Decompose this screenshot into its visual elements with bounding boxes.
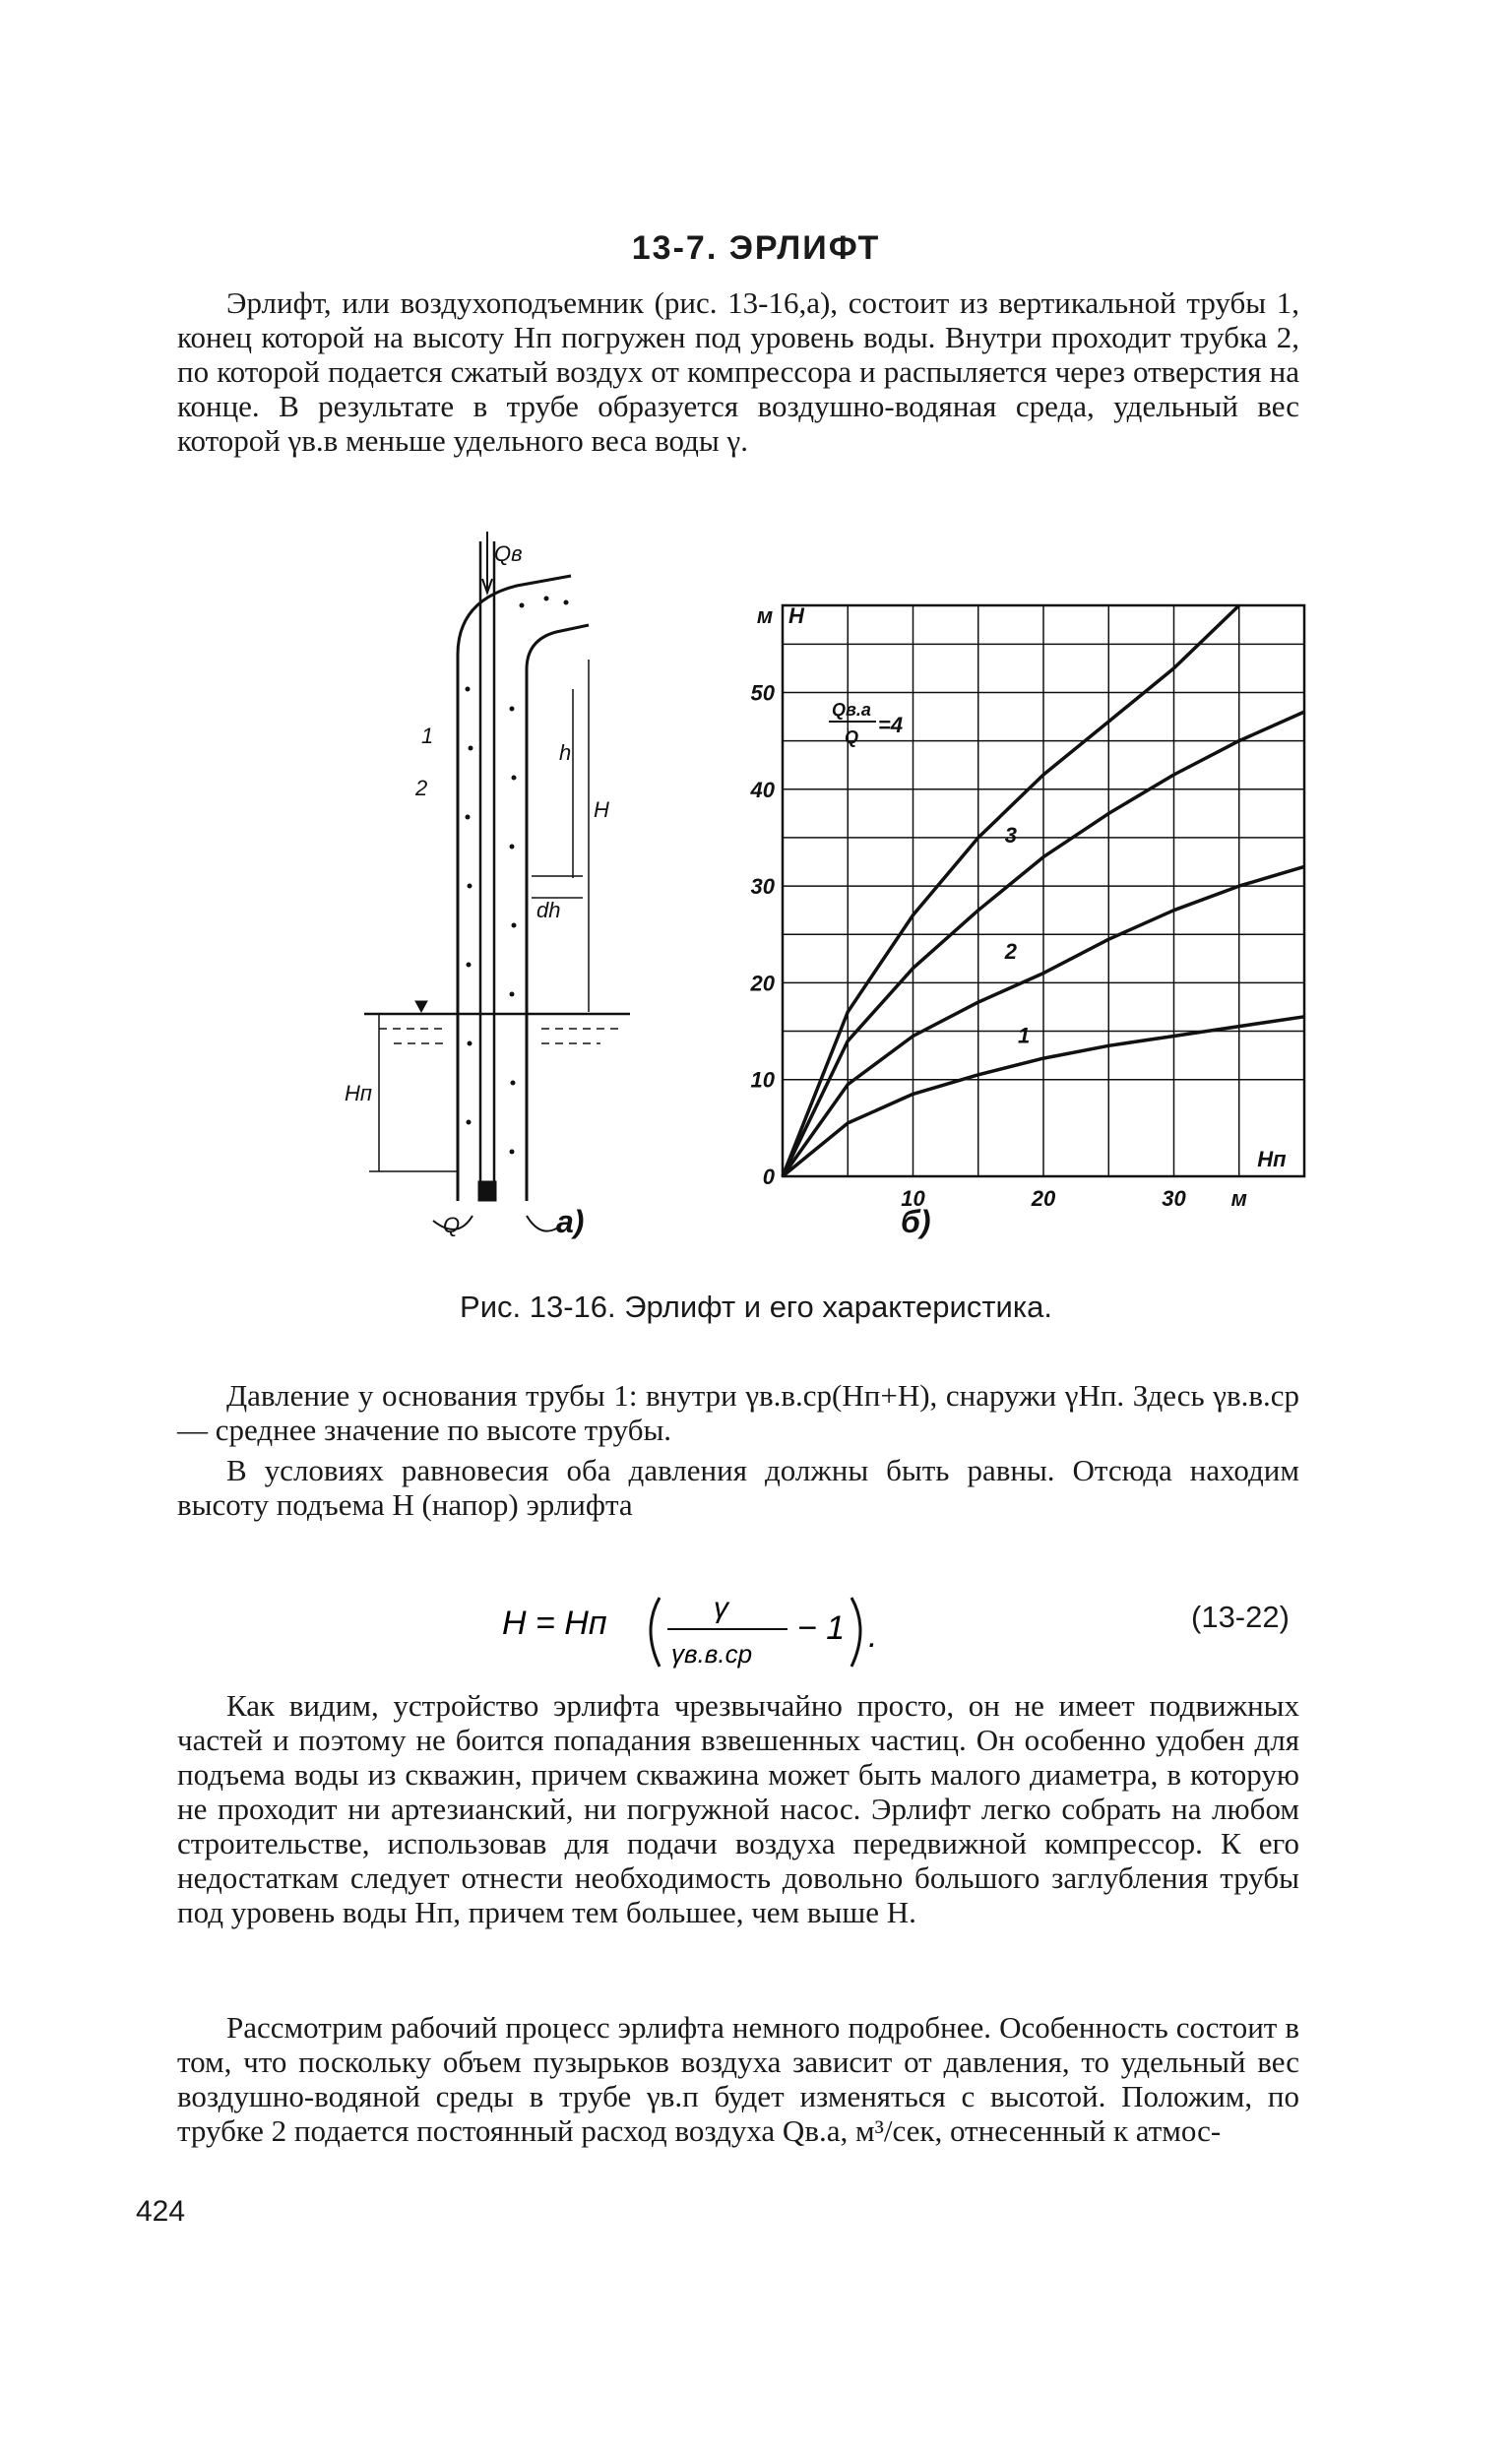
panel-b-chart xyxy=(750,603,1304,1239)
process-paragraph: Рассмотрим рабочий процесс эрлифта немного подробнее. Особенность состоит в том, что поскольку объем пузырьков воздуха зависит от давления, то удельный вес воздушно-водяной среды в трубе γв.п будет изменяться с высотой. Положим, по трубке 2 подается постоянный расход воздуха Qв.а, м³/сек, отнесенный к атмос- xyxy=(177,2010,1299,2148)
label-water-flow: Q xyxy=(443,1213,461,1237)
panel-b-label: б) xyxy=(901,1204,931,1239)
x-unit-label: м xyxy=(1230,1186,1247,1211)
equation-denominator: γв.в.ср xyxy=(671,1639,753,1669)
equation-lhs: H = Hп xyxy=(502,1605,607,1642)
svg-text:.: . xyxy=(868,1617,878,1655)
outer-pipe-left-wall xyxy=(458,576,571,1201)
air-nozzle xyxy=(478,1181,496,1201)
panel-a-labels xyxy=(345,541,609,1239)
advantages-paragraph: Как видим, устройство эрлифта чрезвычайно просто, он не имеет подвижных частей и поэтому не боится попадания взвешенных частиц. Он особенно удобен для подъема воды из скважин, причем скважина может быть малого диаметра, в которую не проходит ни артезианский, ни погружной насос. Эрлифт легко собрать на любом строительстве, использовав для подачи воздуха передвижной компрессор. К его недостаткам следует отнести необходимость довольно большого заглубления трубы под уровень воды Hп, причем тем большее, чем выше H. xyxy=(177,1688,1299,1929)
y-tick-label: 30 xyxy=(750,874,775,900)
figure-svg xyxy=(325,532,1287,1280)
ratio-denominator: Q xyxy=(845,727,859,747)
figure-caption: Рис. 13-16. Эрлифт и его характеристика. xyxy=(460,1290,1052,1324)
equation-numerator: γ xyxy=(714,1592,728,1624)
label-H: H xyxy=(594,797,609,822)
origin-label: 0 xyxy=(762,1165,775,1189)
series-label-3: 3 xyxy=(1004,822,1017,848)
chart-labels xyxy=(750,603,1288,1211)
label-h: h xyxy=(559,740,572,765)
pressure-paragraph: Давление у основания трубы 1: внутри γв.в.ср(Hп+H), снаружи γHп. Здесь γв.в.ср — среднее значение по высоте трубы. xyxy=(177,1378,1299,1447)
section-title: 13-7. ЭРЛИФТ xyxy=(631,229,881,267)
series-label-1: 1 xyxy=(1018,1023,1031,1048)
label-pipe-2: 2 xyxy=(415,776,428,800)
label-dh: dh xyxy=(536,898,561,922)
x-tick-label: 10 xyxy=(901,1186,925,1211)
x-tick-label: 30 xyxy=(1162,1186,1186,1211)
equation-tail: − 1 xyxy=(797,1609,846,1647)
panel-a-airlift-diagram xyxy=(364,532,630,1231)
equation-13-22 xyxy=(502,1580,1014,1678)
equilibrium-paragraph: В условиях равновесия оба давления должны быть равны. Отсюда находим высоту подъема H (напор) эрлифта xyxy=(177,1453,1299,1522)
label-air-flow: Qв xyxy=(494,541,523,566)
panel-a-label: а) xyxy=(556,1204,585,1239)
y-unit-label: м xyxy=(756,603,774,628)
water-level-marker-icon xyxy=(415,1001,427,1012)
right-paren xyxy=(851,1598,860,1667)
equation-number: (13-22) xyxy=(1191,1600,1290,1634)
y-axis-label: H xyxy=(788,603,804,628)
figure-13-16 xyxy=(325,532,1287,1280)
x-axis-label: Hп xyxy=(1257,1147,1287,1171)
x-tick-label: 20 xyxy=(1031,1186,1056,1211)
ratio-value: =4 xyxy=(878,713,904,737)
ratio-annotation xyxy=(829,700,903,747)
label-pipe-1: 1 xyxy=(421,724,434,748)
page-number: 424 xyxy=(136,2195,186,2228)
y-tick-label: 40 xyxy=(750,777,775,802)
y-tick-label: 10 xyxy=(750,1067,775,1093)
ratio-numerator: Qв.а xyxy=(832,700,871,720)
left-paren xyxy=(651,1598,660,1667)
intro-paragraph: Эрлифт, или воздухоподъемник (рис. 13-16,а), состоит из вертикальной трубы 1, конец которой на высоту Hп погружен под уровень воды. Внутри проходит трубка 2, по которой подается сжатый воздух от компрессора и распыляется через отверстия на конце. В результате в трубе образуется воздушно-водяная среда, удельный вес которой γв.в меньше удельного веса воды γ. xyxy=(177,285,1299,458)
series-line-ratio-4 xyxy=(783,605,1239,1176)
series-label-2: 2 xyxy=(1004,938,1017,964)
label-Hp: Hп xyxy=(345,1081,372,1105)
y-tick-label: 20 xyxy=(750,971,775,996)
y-tick-label: 50 xyxy=(750,680,775,706)
